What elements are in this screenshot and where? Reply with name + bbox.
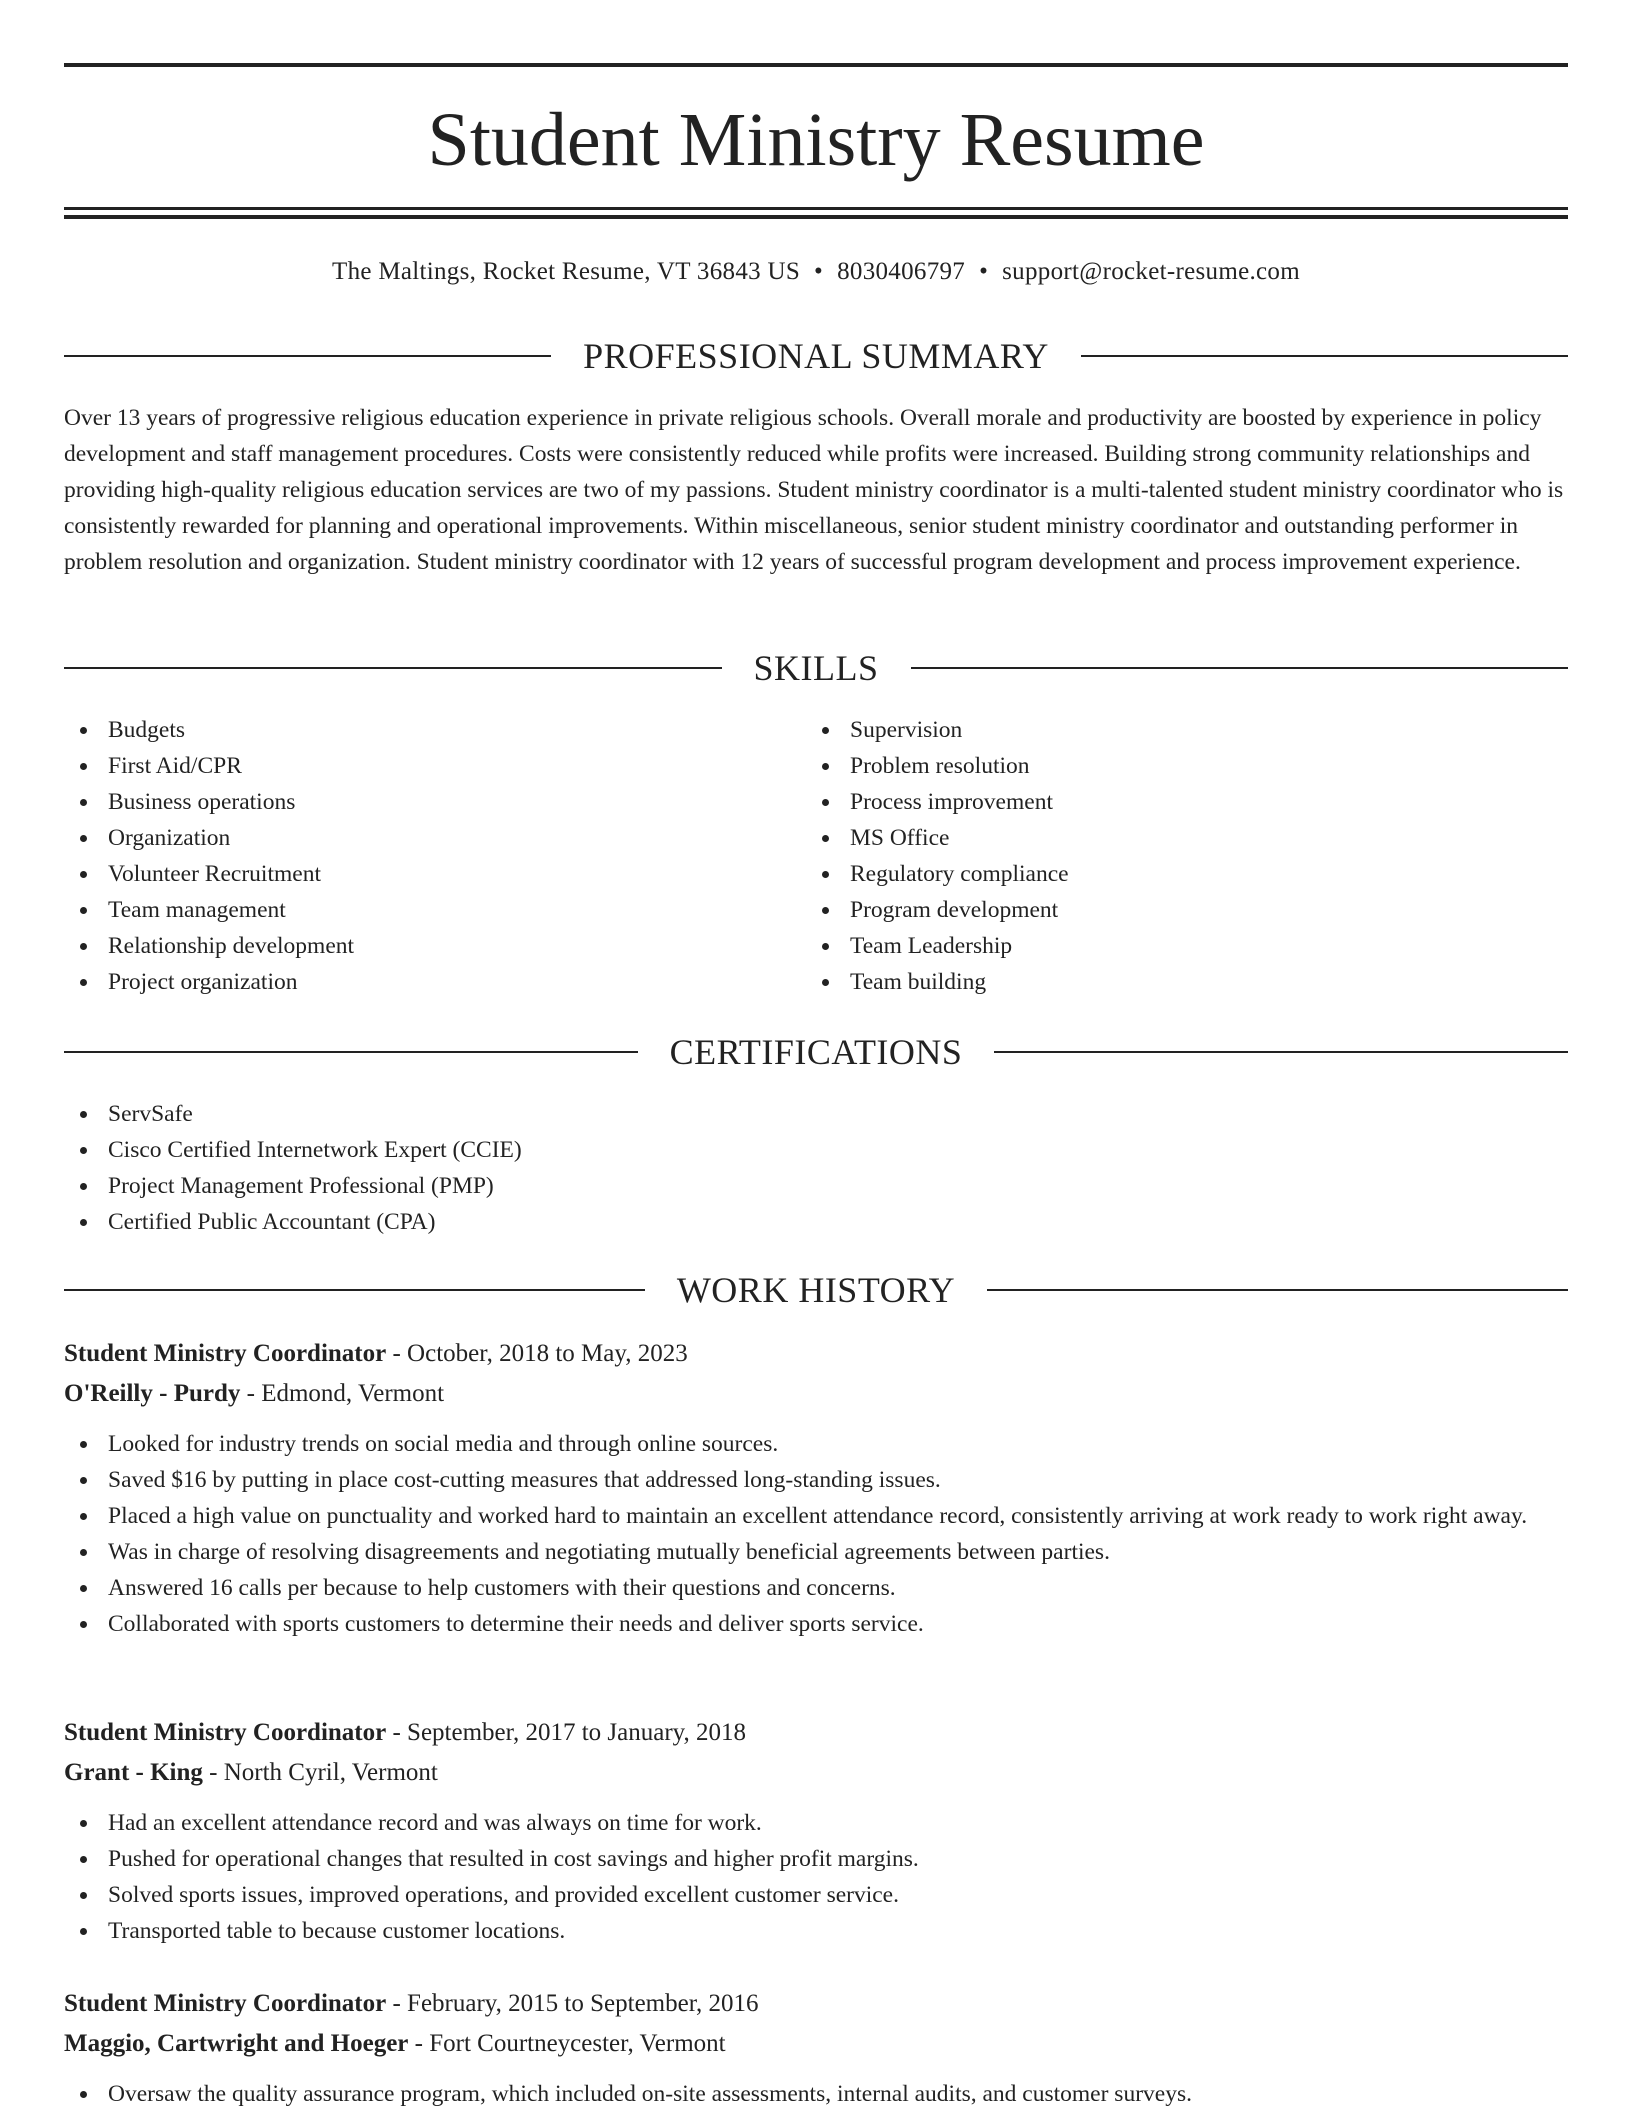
- skill-item: Program development: [806, 892, 1546, 928]
- job-duty: Oversaw the quality assurance program, which included on-site assessments, internal audits, and customer surveys.: [64, 2076, 1568, 2112]
- contact-separator: •: [979, 258, 989, 285]
- certifications-list: [64, 1096, 1568, 1240]
- job-title: Student Ministry Coordinator: [64, 1340, 387, 1367]
- certification-item: Project Management Professional (PMP): [64, 1168, 1568, 1204]
- certification-item: Cisco Certified Internetwork Expert (CCIE): [64, 1132, 1568, 1168]
- skill-item: First Aid/CPR: [64, 748, 804, 784]
- job-company-line: [64, 2024, 1568, 2064]
- skills-heading-label: SKILLS: [753, 648, 879, 688]
- skill-item: Volunteer Recruitment: [64, 856, 804, 892]
- job-duty: Saved $16 by putting in place cost-cutting measures that addressed long-standing issues.: [64, 1462, 1568, 1498]
- job-role-line: [64, 1984, 1568, 2024]
- job-company: Grant - King: [64, 1759, 203, 1786]
- work-history-heading: [64, 1268, 1568, 1312]
- certifications-heading-label: CERTIFICATIONS: [669, 1032, 963, 1072]
- job-duty: Placed a high value on punctuality and worked hard to maintain an excellent attendance record, consistently arriving at work ready to work right away.: [64, 1498, 1568, 1534]
- skills-list-left: [64, 712, 804, 1000]
- heading-rule-left: [64, 1289, 645, 1291]
- job-title: Student Ministry Coordinator: [64, 1719, 387, 1746]
- contact-separator: •: [814, 258, 824, 285]
- certifications-heading: [64, 1030, 1568, 1074]
- job-location: - North Cyril, Vermont: [202, 1759, 438, 1786]
- contact-phone: 8030406797: [837, 258, 966, 285]
- job-duty: Was in charge of resolving disagreements and negotiating mutually beneficial agreements between parties.: [64, 1534, 1568, 1570]
- heading-rule-right: [987, 1289, 1568, 1291]
- job-duty: Transported table to because customer locations.: [64, 1913, 1568, 1949]
- skill-item: Supervision: [806, 712, 1546, 748]
- skills-heading: [64, 646, 1568, 690]
- skill-item: Process improvement: [806, 784, 1546, 820]
- certification-item: Certified Public Accountant (CPA): [64, 1204, 1568, 1240]
- skill-item: Team management: [64, 892, 804, 928]
- job-duties: [64, 2076, 1568, 2112]
- contact-email: support@rocket-resume.com: [1002, 258, 1300, 285]
- job-dates: - February, 2015 to September, 2016: [386, 1990, 759, 2017]
- job-duty: Had an excellent attendance record and was always on time for work.: [64, 1805, 1568, 1841]
- skill-item: Problem resolution: [806, 748, 1546, 784]
- job-entry: [64, 1334, 1568, 1642]
- job-duty: Collaborated with sports customers to determine their needs and deliver sports service.: [64, 1606, 1568, 1642]
- job-dates: - October, 2018 to May, 2023: [386, 1340, 688, 1367]
- job-company-line: [64, 1374, 1568, 1414]
- job-company: Maggio, Cartwright and Hoeger: [64, 2030, 409, 2057]
- summary-text: Over 13 years of progressive religious education experience in private religious schools. Overall morale and productivity are boosted by experience in policy development and staff management procedures. Costs were consistently reduced while profits were increased. Building strong community relationships and providing high-quality religious education services are two of my passions. Student ministry coordinator is a multi-talented student ministry coordinator who is consistently rewarded for planning and operational improvements. Within miscellaneous, senior student ministry coordinator and outstanding performer in problem resolution and organization. Student ministry coordinator with 12 years of successful program development and process improvement experience.: [64, 405, 1564, 575]
- skill-item: Relationship development: [64, 928, 804, 964]
- contact-line: [64, 254, 1568, 290]
- resume-title: Student Ministry Resume: [427, 98, 1205, 182]
- job-duties: [64, 1426, 1568, 1642]
- job-role-line: [64, 1334, 1568, 1374]
- heading-rule-right: [994, 1051, 1568, 1053]
- title-rule-upper: [64, 207, 1568, 210]
- heading-rule-left: [64, 667, 722, 669]
- skill-item: Organization: [64, 820, 804, 856]
- skill-item: Budgets: [64, 712, 804, 748]
- job-title: Student Ministry Coordinator: [64, 1990, 387, 2017]
- heading-rule-right: [911, 667, 1569, 669]
- skill-item: Team Leadership: [806, 928, 1546, 964]
- summary-heading: [64, 334, 1568, 378]
- heading-rule-left: [64, 1051, 638, 1053]
- top-rule: [64, 63, 1568, 67]
- job-role-line: [64, 1713, 1568, 1753]
- job-duty: Pushed for operational changes that resulted in cost savings and higher profit margins.: [64, 1841, 1568, 1877]
- job-location: - Edmond, Vermont: [240, 1380, 445, 1407]
- skill-item: Team building: [806, 964, 1546, 1000]
- job-company-line: [64, 1753, 1568, 1793]
- summary-heading-label: PROFESSIONAL SUMMARY: [583, 336, 1049, 376]
- skill-item: Project organization: [64, 964, 804, 1000]
- job-entry: [64, 1984, 1568, 2112]
- job-duty: Answered 16 calls per because to help customers with their questions and concerns.: [64, 1570, 1568, 1606]
- skill-item: Business operations: [64, 784, 804, 820]
- skill-item: MS Office: [806, 820, 1546, 856]
- heading-rule-right: [1081, 355, 1568, 357]
- job-duty: Looked for industry trends on social media and through online sources.: [64, 1426, 1568, 1462]
- title-rule-lower: [64, 215, 1568, 219]
- job-duty: Solved sports issues, improved operations, and provided excellent customer service.: [64, 1877, 1568, 1913]
- contact-address: The Maltings, Rocket Resume, VT 36843 US: [332, 258, 801, 285]
- job-company: O'Reilly - Purdy: [64, 1380, 241, 1407]
- job-dates: - September, 2017 to January, 2018: [386, 1719, 747, 1746]
- certification-item: ServSafe: [64, 1096, 1568, 1132]
- work-history-heading-label: WORK HISTORY: [676, 1270, 956, 1310]
- job-entry: [64, 1713, 1568, 1949]
- skill-item: Regulatory compliance: [806, 856, 1546, 892]
- job-location: - Fort Courtneycester, Vermont: [408, 2030, 726, 2057]
- skills-list-right: [806, 712, 1546, 1000]
- job-duties: [64, 1805, 1568, 1949]
- heading-rule-left: [64, 355, 551, 357]
